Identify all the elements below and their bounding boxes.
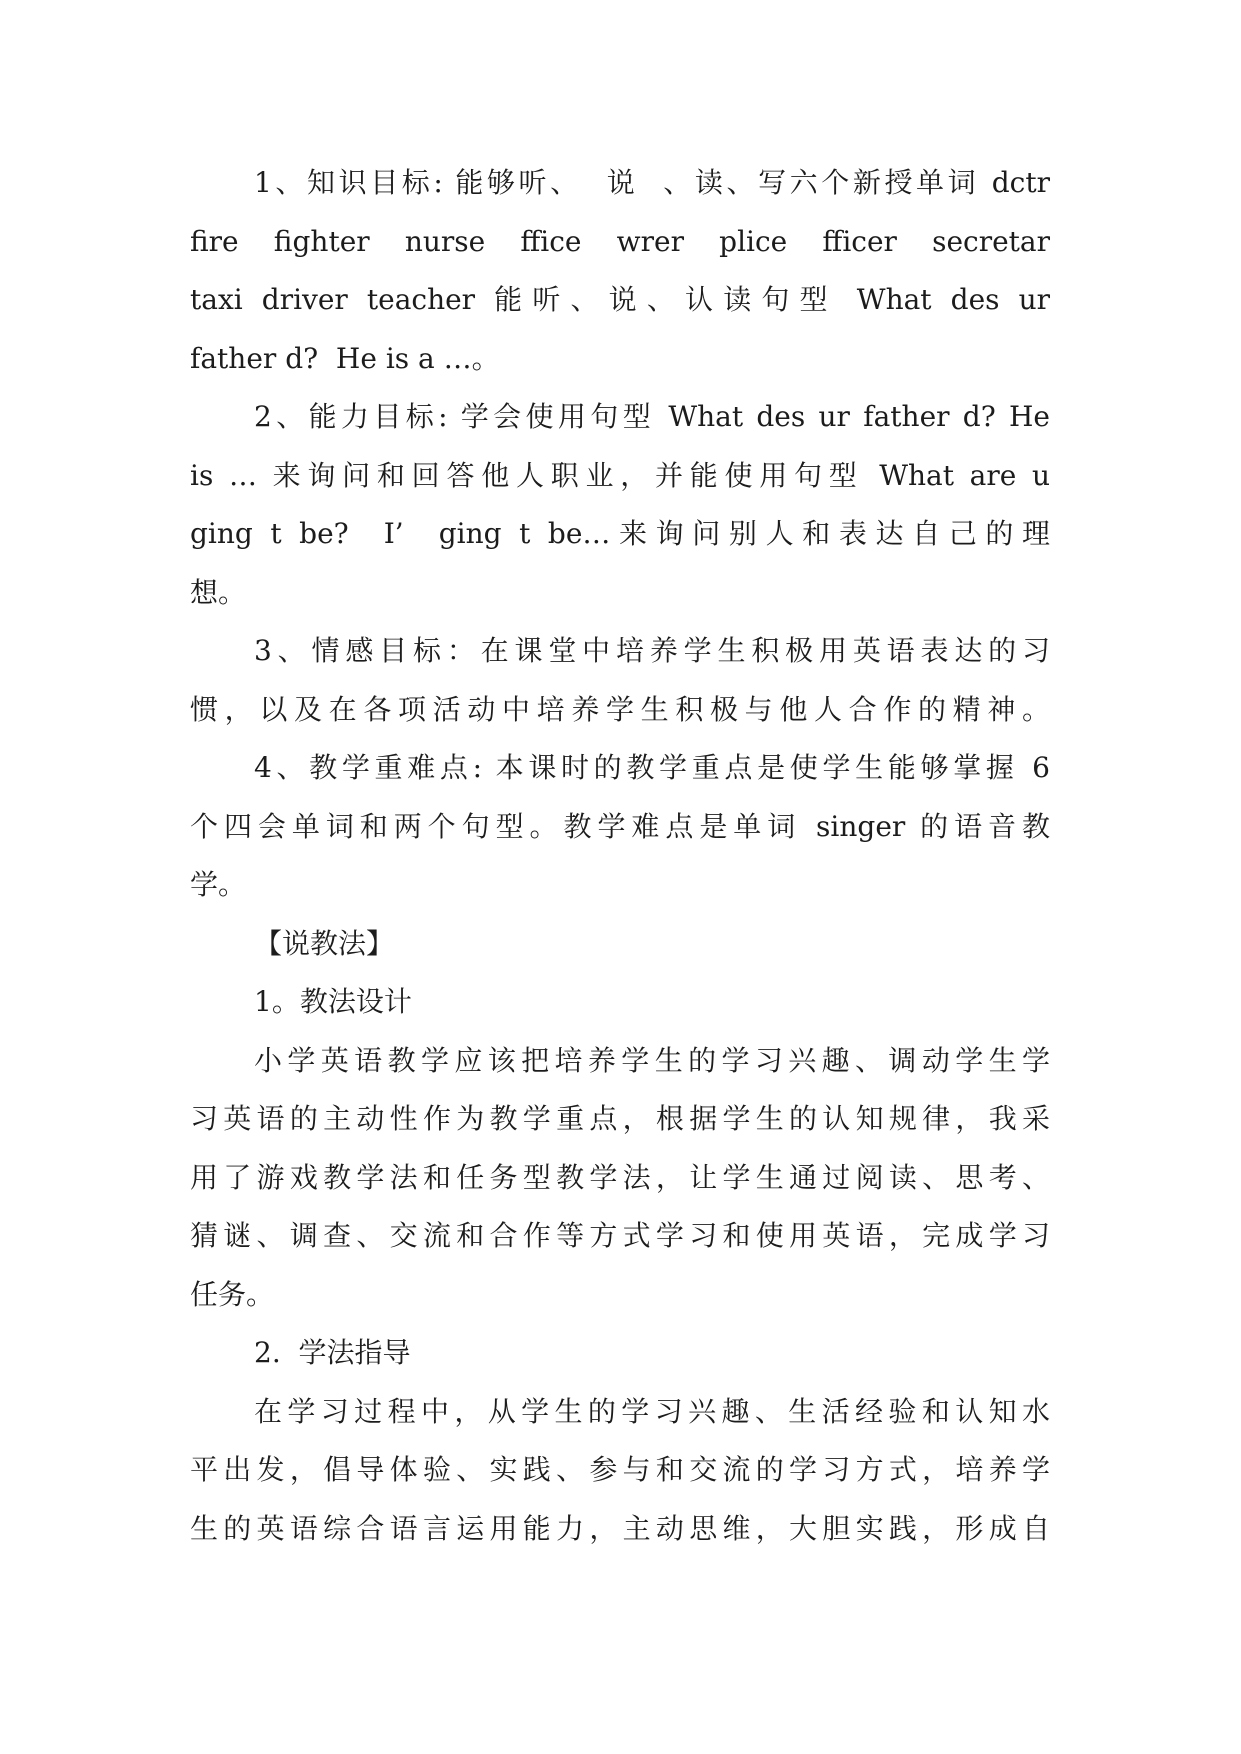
text-line: 4、教学重难点: 本课时的教学重点是使学生能够掌握 6 bbox=[254, 751, 1050, 784]
section-heading: 【说教法】 bbox=[254, 926, 395, 960]
text-line: is … 来询问和回答他人职业，并能使用句型 What are u bbox=[190, 458, 1050, 492]
text-line: fire fighter nurse ffice wrer plice fficer secretar bbox=[190, 224, 1050, 258]
text-line: ging t be? I’ ging t be…来询问别人和表达自己的理 bbox=[190, 517, 1050, 550]
text-line: 猜谜、调查、交流和合作等方式学习和使用英语，完成学习 bbox=[190, 1219, 1050, 1252]
text-line: 习英语的主动性作为教学重点，根据学生的认知规律，我采 bbox=[190, 1102, 1050, 1135]
text-line: 1、知识目标: 能够听、 说 、读、写六个新授单词 dctr bbox=[254, 166, 1050, 199]
text-line: 小学英语教学应该把培养学生的学习兴趣、调动学生学 bbox=[254, 1043, 1050, 1077]
text-line: 任务。 bbox=[190, 1277, 275, 1311]
text-line: 用了游戏教学法和任务型教学法，让学生通过阅读、思考、 bbox=[190, 1160, 1050, 1194]
text-line: 个四会单词和两个句型。教学难点是单词 singer 的语音教 bbox=[190, 809, 1050, 843]
text-line: 惯，以及在各项活动中培养学生积极与他人合作的精神。 bbox=[190, 692, 1050, 726]
text-line: 学。 bbox=[190, 868, 247, 901]
text-line: father d? He is a …。 bbox=[190, 341, 500, 375]
text-line: 在学习过程中，从学生的学习兴趣、生活经验和认知水 bbox=[254, 1394, 1050, 1428]
text-line: 平出发，倡导体验、实践、参与和交流的学习方式，培养学 bbox=[190, 1453, 1050, 1486]
text-line: 2、能力目标: 学会使用句型 What des ur father d? He bbox=[254, 400, 1050, 433]
subsection-heading: 1。教法设计 bbox=[254, 985, 412, 1018]
subsection-heading: 2. 学法指导 bbox=[254, 1336, 411, 1369]
text-line: 想。 bbox=[190, 575, 247, 609]
document-body bbox=[190, 154, 1050, 1558]
text-line: 3、情感目标：在课堂中培养学生积极用英语表达的习 bbox=[254, 634, 1050, 667]
text-line: 生的英语综合语言运用能力，主动思维，大胆实践，形成自 bbox=[190, 1511, 1050, 1545]
text-line: taxi driver teacher 能听、说、认读句型 What des ur bbox=[190, 283, 1050, 316]
